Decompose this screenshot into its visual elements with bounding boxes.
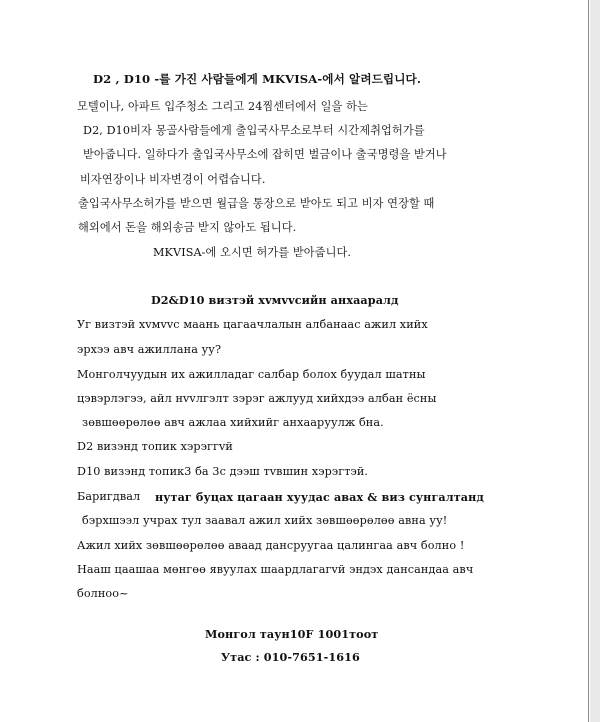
mongolian-line-7: D10 визэнд топик3 ба 3с дээш тvвшин хэрэгтэй. xyxy=(77,465,369,478)
footer-address: Монгол таун10F 1001тоот xyxy=(205,627,379,641)
mongolian-line-8a: Баригдвал xyxy=(77,490,141,503)
korean-line-3: 받아줍니다. 일하다가 출입국사무소에 잡히면 벌금이나 출국명령을 받거나 xyxy=(83,148,447,161)
mongolian-line-3: Монголчуудын их ажилладаг салбар болох буудал шатны xyxy=(77,368,426,381)
korean-line-2: D2, D10비자 몽골사람들에게 출입국사무소로부터 시간제취업허가를 xyxy=(83,124,425,137)
mongolian-line-6: D2 визэнд топик хэрэггvй xyxy=(77,440,233,453)
mongolian-line-12: болноо~ xyxy=(77,587,129,600)
mongolian-line-4: цэвэрлэгээ, айл нvvлгэлт зэрэг ажлууд хийхдээ албан ёсны xyxy=(77,392,437,405)
korean-line-4: 비자연장이나 비자변경이 어렵습니다. xyxy=(80,173,266,186)
mongolian-line-1: Уг визтэй хvмvvс маань цагаачлалын албанаас ажил хийх xyxy=(77,318,428,331)
korean-line-5: 출입국사무소허가를 받으면 월급을 통장으로 받아도 되고 비자 연장할 때 xyxy=(78,197,435,210)
footer-phone: Утас : 010-7651-1616 xyxy=(221,650,360,664)
korean-line-1: 모텔이나, 아파트 입주청소 그리고 24찜센터에서 일을 하는 xyxy=(77,100,368,113)
mongolian-line-8b: нутаг буцах цагаан хуудас авах & виз сунгалтанд xyxy=(155,490,484,504)
korean-line-6: 해외에서 돈을 해외송금 받지 않아도 됩니다. xyxy=(78,221,297,234)
mongolian-line-2: эрхээ авч ажиллана уу? xyxy=(77,343,222,356)
korean-line-7: MKVISA-에 오시면 허가를 받아줍니다. xyxy=(153,246,352,259)
mongolian-line-11: Нааш цаашаа мөнгөө явуулах шаардлагагvй эндэх дансандаа авч xyxy=(77,563,474,576)
page-right-margin xyxy=(590,0,600,722)
mongolian-line-5: зөвшөөрөлөө авч ажлаа хийхийг анхааруулж бна. xyxy=(82,416,384,429)
mongolian-line-10: Ажил хийх зөвшөөрөлөө аваад дансруугаа цалингаа авч болно ! xyxy=(77,539,465,552)
mongolian-heading: D2&D10 визтэй хvмvvсийн анхааралд xyxy=(151,293,399,307)
korean-heading: D2 , D10 -를 가진 사람들에게 MKVISA-에서 알려드립니다. xyxy=(93,72,421,86)
mongolian-line-9: бэрхшээл учрах тул заавал ажил хийх зөвшөөрөлөө авна уу! xyxy=(82,514,448,527)
page-edge-line xyxy=(588,0,589,722)
